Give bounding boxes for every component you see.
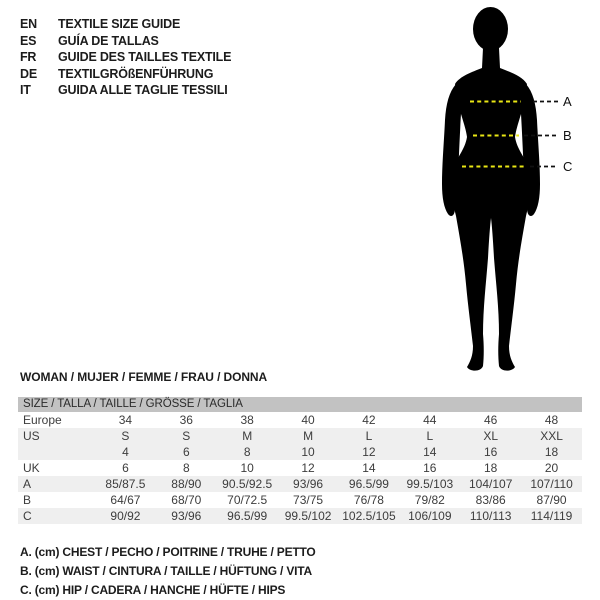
table-cell: 85/87.5 bbox=[105, 477, 146, 491]
table-cell: XXL bbox=[540, 429, 563, 443]
table-cell: L bbox=[426, 429, 434, 443]
table-cell: 96.5/99 bbox=[227, 509, 268, 523]
size-table bbox=[18, 397, 582, 524]
table-cell: 14 bbox=[362, 461, 376, 475]
lang-title: GUIDE DES TAILLES TEXTILE bbox=[58, 50, 232, 64]
table-cell: 4 bbox=[122, 445, 129, 459]
table-cell: L bbox=[365, 429, 373, 443]
table-cell: 20 bbox=[544, 461, 559, 475]
legend-line-chest: A. (cm) CHEST / PECHO / POITRINE / TRUHE / PETTO bbox=[20, 545, 316, 559]
row-label: US bbox=[23, 429, 40, 443]
lang-row-es bbox=[20, 33, 231, 50]
row-label: C bbox=[23, 509, 32, 523]
table-cell: 8 bbox=[243, 445, 251, 459]
lang-code: IT bbox=[20, 83, 31, 97]
table-cell: 12 bbox=[362, 445, 376, 459]
table-cell: 18 bbox=[544, 445, 559, 459]
legend-line-waist: B. (cm) WAIST / CINTURA / TAILLE / HÜFTUNG / VITA bbox=[20, 564, 312, 578]
lang-row-it bbox=[20, 82, 231, 99]
table-cell: 16 bbox=[423, 461, 437, 475]
marker-label-b: B bbox=[563, 128, 572, 143]
table-cell: M bbox=[242, 429, 253, 443]
table-cell: 73/75 bbox=[293, 493, 324, 507]
table-cell: 44 bbox=[423, 413, 437, 427]
table-cell: 96.5/99 bbox=[348, 477, 389, 491]
table-cell: 64/67 bbox=[110, 493, 141, 507]
lang-code: DE bbox=[20, 66, 37, 81]
table-cell: 18 bbox=[484, 461, 498, 475]
table-cell: S bbox=[182, 429, 191, 443]
table-cell: 14 bbox=[423, 445, 437, 459]
lang-code: EN bbox=[20, 17, 37, 31]
lang-code: FR bbox=[20, 50, 37, 64]
table-cell: 10 bbox=[301, 445, 315, 459]
table-cell: 93/96 bbox=[171, 509, 202, 523]
woman-silhouette-figure bbox=[430, 0, 600, 380]
lang-title: GUIDA ALLE TAGLIE TESSILI bbox=[58, 83, 228, 97]
table-cell: 42 bbox=[362, 413, 376, 427]
table-cell: 40 bbox=[301, 413, 315, 427]
table-cell: 68/70 bbox=[171, 493, 202, 507]
silhouette-head bbox=[473, 7, 508, 51]
table-cell: 99.5/102 bbox=[284, 509, 332, 523]
table-cell: 38 bbox=[240, 413, 254, 427]
table-cell: 107/110 bbox=[530, 477, 573, 491]
table-cell: 99.5/103 bbox=[406, 477, 454, 491]
table-cell: 88/90 bbox=[171, 477, 202, 491]
legend-line-hip: C. (cm) HIP / CADERA / HANCHE / HÜFTE / HIPS bbox=[20, 583, 286, 597]
table-cell: 48 bbox=[544, 413, 559, 427]
table-row-chest-a bbox=[18, 476, 582, 492]
table-cell: 10 bbox=[240, 461, 254, 475]
table-cell: 6 bbox=[182, 445, 190, 459]
table-cell: 93/96 bbox=[293, 477, 324, 491]
table-cell: 70/72.5 bbox=[227, 493, 268, 507]
table-cell: 16 bbox=[484, 445, 498, 459]
silhouette-body bbox=[452, 48, 531, 371]
lang-row-en bbox=[20, 16, 231, 33]
table-cell: 104/107 bbox=[468, 477, 513, 491]
table-row-us-numbers bbox=[18, 444, 582, 460]
table-cell: XL bbox=[483, 429, 499, 443]
row-label: Europe bbox=[23, 413, 62, 427]
table-cell: 87/90 bbox=[536, 493, 567, 507]
table-cell: 46 bbox=[484, 413, 498, 427]
table-cell: 114/119 bbox=[530, 509, 573, 523]
table-row-uk bbox=[18, 460, 582, 476]
size-table-header: SIZE / TALLA / TAILLE / GRÖSSE / TAGLIA bbox=[18, 397, 582, 412]
table-cell: 83/86 bbox=[475, 493, 506, 507]
table-cell: 8 bbox=[182, 461, 190, 475]
table-cell: 79/82 bbox=[414, 493, 445, 507]
table-cell: 36 bbox=[179, 413, 193, 427]
lang-row-de bbox=[20, 66, 231, 83]
table-cell: 110/113 bbox=[469, 509, 512, 523]
lang-title: TEXTILE SIZE GUIDE bbox=[58, 17, 181, 31]
table-row-waist-b bbox=[18, 492, 582, 508]
row-label bbox=[18, 444, 95, 460]
measurement-legend bbox=[20, 543, 316, 600]
row-label: UK bbox=[23, 461, 40, 475]
row-label: B bbox=[23, 493, 32, 507]
table-cell: S bbox=[121, 429, 130, 443]
lang-code: ES bbox=[20, 33, 37, 48]
table-cell: M bbox=[303, 429, 314, 443]
table-cell: 76/78 bbox=[353, 493, 384, 507]
marker-label-a: A bbox=[563, 94, 572, 109]
language-title-list bbox=[20, 16, 231, 99]
table-row-europe bbox=[18, 412, 582, 428]
lang-title: TEXTILGRÖßENFÜHRUNG bbox=[58, 66, 214, 81]
table-cell: 6 bbox=[122, 461, 129, 475]
table-row-hip-c bbox=[18, 508, 582, 524]
table-cell: 34 bbox=[118, 413, 133, 427]
table-cell: 90/92 bbox=[110, 509, 141, 523]
table-cell: 106/109 bbox=[408, 509, 452, 523]
table-cell: 12 bbox=[301, 461, 315, 475]
section-title-woman: WOMAN / MUJER / FEMME / FRAU / DONNA bbox=[20, 370, 268, 384]
lang-title: GUÍA DE TALLAS bbox=[58, 33, 159, 48]
marker-label-c: C bbox=[563, 159, 573, 174]
row-label: A bbox=[23, 477, 32, 491]
table-cell: 90.5/92.5 bbox=[222, 477, 273, 491]
table-row-us-letters bbox=[18, 428, 582, 444]
lang-row-fr bbox=[20, 49, 231, 66]
table-cell: 102.5/105 bbox=[342, 509, 396, 523]
